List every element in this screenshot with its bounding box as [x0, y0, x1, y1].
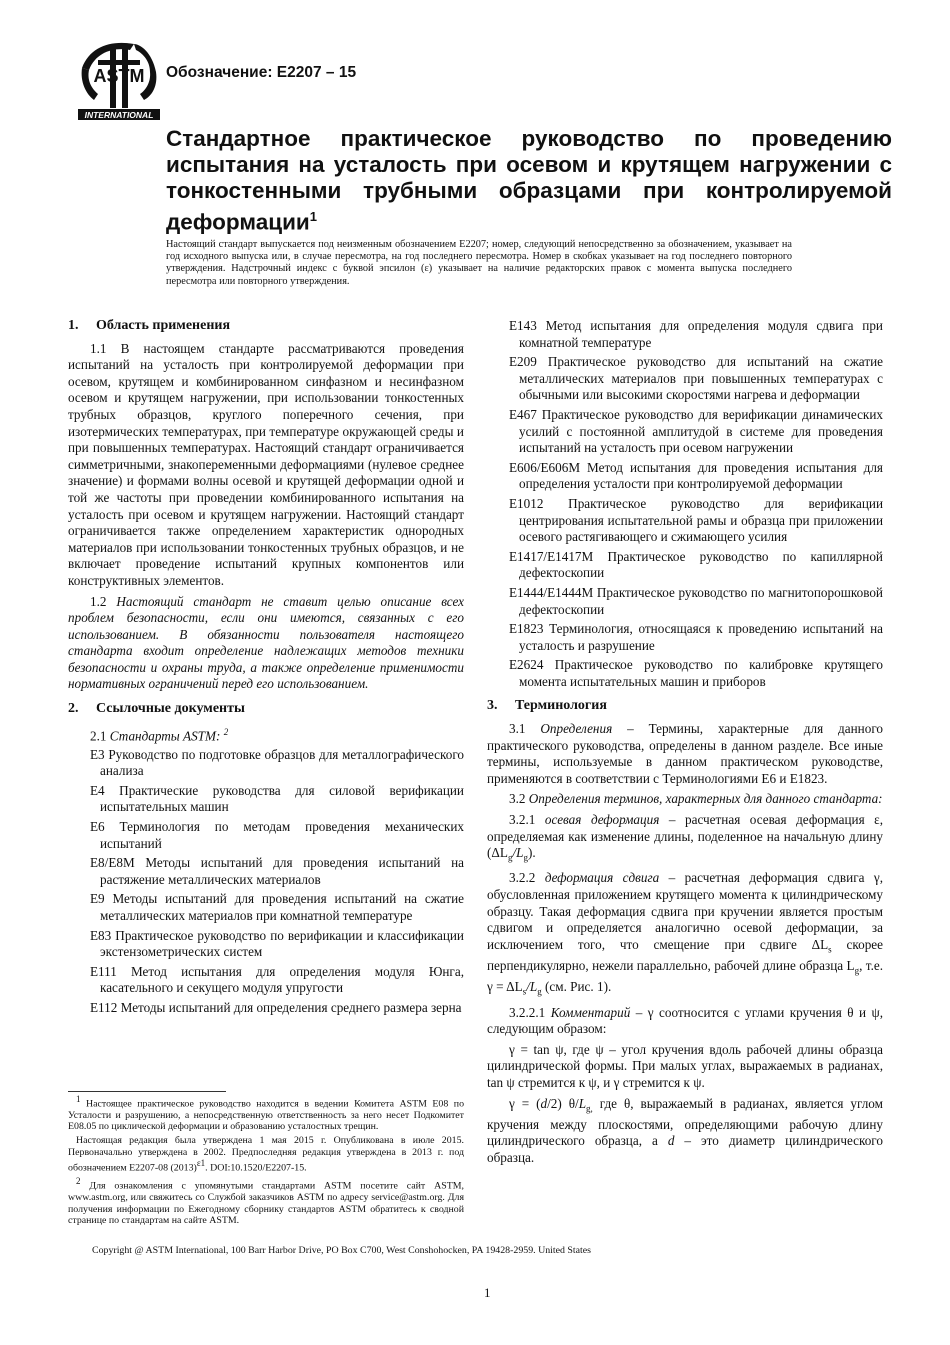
- paragraph-2-1: 2.1 Стандарты ASTM: $^2$: [90, 726, 229, 744]
- reference-item: E111 Метод испытания для определения модуля Юнга, касательного и секущего модуля упругости: [90, 963, 464, 996]
- footnote-2: 2 Для ознакомления с упомянутыми стандартами ASTM посетите сайт ASTM, www.astm.org, или свяжитесь со Службой заказчиков ASTM по адресу service@astm.org. Для получения информации по Ежегодному сборнику стандартов ASTM обратитесь к сводной странице по стандартам на сайте ASTM.: [68, 1176, 464, 1227]
- reference-item: E9 Методы испытаний для проведения испытаний на сжатие металлических материалов при комнатной температуре: [90, 891, 464, 923]
- reference-item: E6 Терминология по методам проведения механических испытаний: [90, 819, 464, 851]
- designation: Обозначение: E2207 – 15: [166, 64, 357, 81]
- reference-item: E83 Практическое руководство по верификации и классификации экстензометрических систем: [90, 927, 464, 960]
- reference-item: E3 Руководство по подготовке образцов для металлографического анализа: [90, 746, 464, 779]
- title-footnote-mark: 1: [309, 209, 317, 224]
- right-column: [487, 318, 883, 1171]
- paragraph-3-1: 3.1 Определения – Термины, характерные для данного практического руководства, определены в данном разделе. Все иные термины, используемые в данном практическом руководстве, применяются в соответствии с Терминологиями E6 и E1823.: [487, 721, 884, 786]
- page-number: 1: [484, 1285, 491, 1300]
- astm-logo: [78, 38, 160, 122]
- logo-subtext: INTERNATIONAL: [84, 110, 154, 120]
- equation-2: γ = (d/2) $\theta/L_{g,}$ где θ, выражаемый в радианах, является углом кручения между плоскостями, определяющими рабочую длину цилиндрического образца, а d – это диаметр цилиндрического образца.: [487, 1095, 883, 1165]
- copyright-notice: Copyright @ ASTM International, 100 Barr Harbor Drive, PO Box C700, West Conshohocken, PA 19428-2959. United States: [92, 1245, 591, 1256]
- footnote-1: 1 Настоящее практическое руководство находится в ведении Комитета ASTM E08 по Усталости и разрушению, а непосредственную ответственность за него несет Подкомитет E08.05 по циклической деформации и образованию усталостных трещин.: [68, 1094, 465, 1133]
- footnote-divider: [68, 1091, 226, 1092]
- reference-item: E209 Практическое руководство для испытаний на сжатие металлических материалов при повышенных температурах с обычными или высокими скоростями нагрева и деформации: [509, 354, 883, 403]
- paragraph-3-2-1: 3.2.1 осевая деформация – расчетная осевая деформация ε, определяемая как изменение длины, поделенное на начальную длину $(\Delta L_g/L_g)$.: [487, 812, 884, 863]
- reference-item: E1012 Практическое руководство для верификации центрирования испытательной рамы и образца при приложении осевого растягивающего и сжимающего усилия: [509, 495, 883, 545]
- reference-item: E112 Методы испытаний для определения среднего размера зерна: [90, 999, 462, 1015]
- section-3-heading: 3. Терминология: [487, 698, 607, 714]
- reference-list-left: [68, 747, 464, 1017]
- logo-text: ASTM: [93, 66, 145, 86]
- document-title: [166, 126, 892, 236]
- reference-list-right: [487, 318, 883, 690]
- title-text: Стандартное практическое руководство по проведению испытания на усталость при осевом и крутящем нагружении с тонкостенными трубными образцами при контролируемой деформации: [166, 126, 892, 235]
- reference-item: E1823 Терминология, относящаяся к проведению испытаний на усталость и разрушение: [509, 621, 883, 653]
- reference-item: E2624 Практическое руководство по калибровке крутящего момента испытательных машин и приборов: [509, 657, 883, 689]
- reference-item: E467 Практическое руководство для верификации динамических усилий с постоянной амплитудой в системе для проведения испытаний на усталость при осевом нагружении: [509, 406, 883, 456]
- paragraph-3-2-2-1: 3.2.2.1 Комментарий – γ соотносится с углами кручения θ и ψ, следующим образом:: [487, 1004, 884, 1037]
- preamble: Настоящий стандарт выпускается под неизменным обозначением E2207; номер, следующий непосредственно за обозначением, указывает на год исходного выпуска или, в случае пересмотра, на год последнего пересмотра. Номер в скобках указывает на год последнего повторного утверждения. Надстрочный индекс с буквой эпсилон (ε) указывает на наличие редакторских правок с момента выпуска последнего пересмотра или повторного утверждения.: [166, 239, 792, 287]
- reference-item: E606/E606M Метод испытания для проведения испытания для определения усталости при контролируемой деформации: [509, 459, 883, 492]
- reference-item: E4 Практические руководства для силовой верификации испытательных машин: [90, 782, 464, 815]
- reference-item: E1444/E1444M Практическое руководство по магнитопорошковой дефектоскопии: [509, 584, 883, 617]
- reference-item: E143 Метод испытания для определения модуля сдвига при комнатной температуре: [509, 318, 883, 350]
- paragraph-3-2-2: 3.2.2 деформация сдвига – расчетная деформация сдвига γ, обусловленная приложением крутящего момента к цилиндрическому образцу. Такая деформация сдвига при кручении является простым сдвигом и определяется аналогично осевой деформации, за исключением того, что смещение при сдвиге $\Delta L_s$ скорее перпендикулярно, нежели параллельно, рабочей длине образца $L_g$, т.е. $\gamma = \Delta L_s/L_g$ (см. Рис. 1).: [487, 870, 884, 997]
- section-1-heading: 1. Область применения: [68, 318, 231, 333]
- footnote-1-edition: Настоящая редакция была утверждена 1 мая 2015 г. Опубликована в июле 2015. Первоначально утверждена в 2002. Предпоследняя редакция утверждена в 2013 г. под обозначением E2207-08 (2013)ε1. DOI:10.1520/E2207-15.: [68, 1135, 464, 1174]
- paragraph-1-2: 1.2 Настоящий стандарт не ставит целью описание всех проблем безопасности, если они имеются, связанных с его использованием. В обязанности пользователя настоящего стандарта входит определение надлежащих методов техники безопасности и охраны труда, а также определение применимости нормативных ограничений перед его использованием.: [68, 593, 465, 692]
- section-2-heading: 2. Ссылочные документы: [68, 701, 245, 717]
- reference-item: E1417/E1417M Практическое руководство по капиллярной дефектоскопии: [509, 548, 883, 581]
- equation-1: γ = tan ψ, где ψ – угол кручения вдоль рабочей длины образца цилиндрической формы. При малых углах, выражаемых в радианах, tan ψ стремится к ψ, и γ стремится к ψ.: [487, 1041, 883, 1090]
- paragraph-1-1: 1.1 В настоящем стандарте рассматриваются проведения испытаний на усталость при контролируемой деформации при осевом, крутящем и комбинированном синфазном и несинфазном осевом и крутящем нагружении, при использовании тонкостенных трубных образцов, круглого поперечного сечения, при изотермических температурах, при температуре окружающей среды и при повышенных температурах. Настоящий стандарт ограничивается симметричными, знакопеременными деформациями (нулевое среднее значение) и формами волны осевой и крутящей деформации одной и той же частоты при проведении комбинированного испытания на усталость при осевом и крутящем нагружении. Настоящий стандарт ограничивается также определением характеристик однородных материалов при использовании тонкостенных трубных образцов, и не включает проведение испытаний крупных компонентов или конструктивных элементов.: [68, 340, 464, 588]
- paragraph-3-2: 3.2 Определения терминов, характерных для данного стандарта:: [509, 791, 883, 807]
- reference-item: E8/E8M Методы испытаний для проведения испытаний на растяжение металлических материалов: [90, 855, 464, 887]
- left-column: [68, 318, 464, 1020]
- footnotes: [68, 1094, 464, 1229]
